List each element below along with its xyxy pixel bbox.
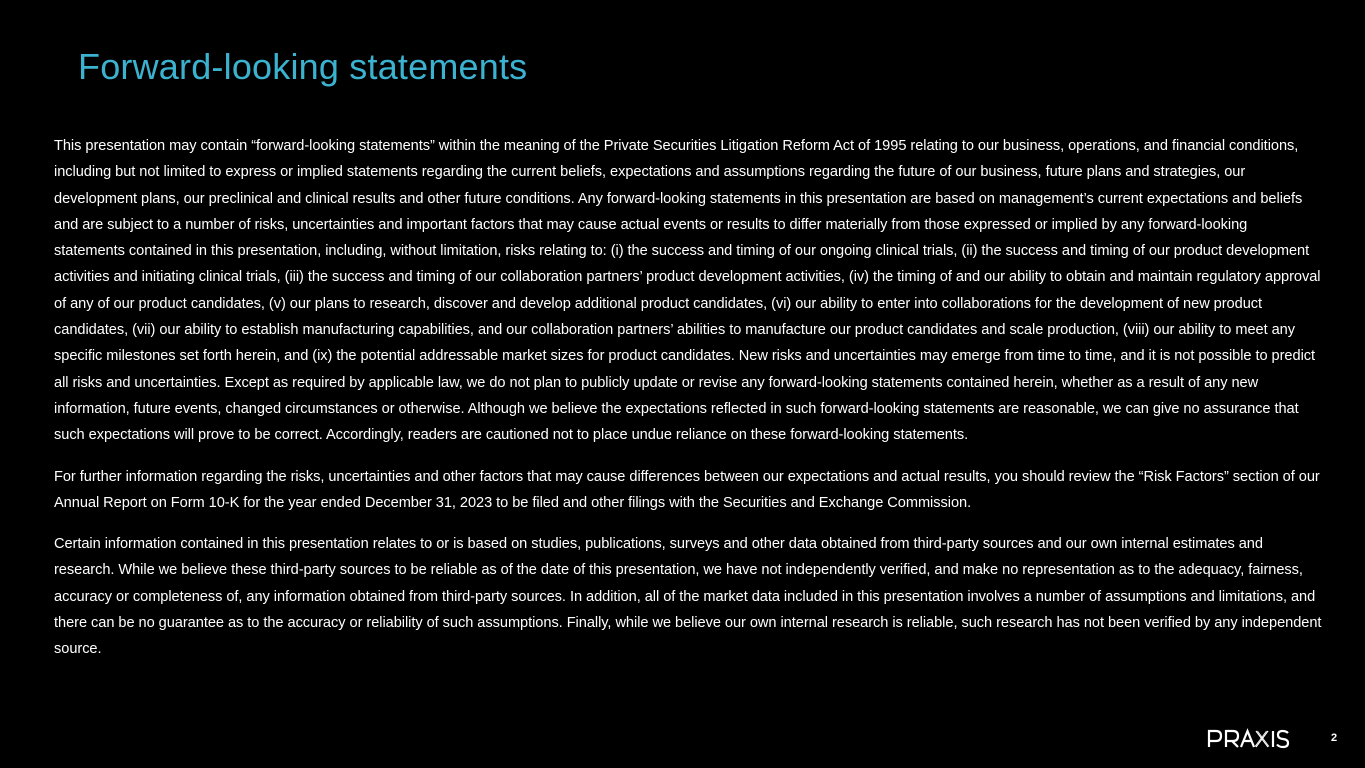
disclaimer-body — [54, 133, 1322, 678]
page-number: 2 — [1330, 732, 1338, 744]
praxis-x-icon — [1255, 731, 1269, 747]
page-title: Forward-looking statements — [78, 46, 528, 87]
disclaimer-paragraph: Certain information contained in this presentation relates to or is based on studies, publications, surveys and other data obtained from third-party sources and our own internal estimates and research. While we believe these third-party sources to be reliable as of the date of this presentation, we have not independently verified, and make no representation as to the adequacy, fairness, accuracy or completeness of, any information obtained from third-party sources. In addition, all of the market data included in this presentation involves a number of assumptions and limitations, and there can be no guarantee as to the accuracy or reliability of such assumptions. Finally, while we believe our own internal research is reliable, such research has not been verified by any independent source. — [54, 536, 1322, 658]
praxis-logo — [1207, 727, 1291, 751]
praxis-logo-mark — [1207, 727, 1291, 751]
disclaimer-paragraph: For further information regarding the risks, uncertainties and other factors that may cause differences between our expectations and actual results, you should review the “Risk Factors” section of our Annual Report on Form 10-K for the year ended December 31, 2023 to be filed and other filings with the Securities and Exchange Commission. — [54, 468, 1320, 511]
disclaimer-paragraph: This presentation may contain “forward-looking statements” within the meaning of the Private Securities Litigation Reform Act of 1995 relating to our business, operations, and financial conditions, including but not limited to express or implied statements regarding the current beliefs, expectations and assumptions regarding the future of our business, future plans and strategies, our development plans, our preclinical and clinical results and other future conditions. Any forward-looking statements in this presentation are based on management’s current expectations and beliefs and are subject to a number of risks, uncertainties and important factors that may cause actual events or results to differ materially from those expressed or implied by any forward-looking statements contained in this presentation, including, without limitation, risks relating to: (i) the success and timing of our ongoing clinical trials, (ii) the success and timing of our product development activities and initiating clinical trials, (iii) the success and timing of our collaboration partners’ product development activities, (iv) the timing of and our ability to obtain and maintain regulatory approval of any of our product candidates, (v) our plans to research, discover and develop additional product candidates, (vi) our ability to enter into collaborations for the development of new product candidates, (vii) our ability to establish manufacturing capabilities, and our collaboration partners’ abilities to manufacture our product candidates and scale production, (viii) our ability to meet any specific milestones set forth herein, and (ix) the potential addressable market sizes for product candidates. New risks and uncertainties may emerge from time to time, and it is not possible to predict all risks and uncertainties. Except as required by applicable law, we do not plan to publicly update or revise any forward-looking statements contained herein, whether as a result of any new information, future events, changed circumstances or otherwise. Although we believe the expectations reflected in such forward-looking statements are reasonable, we can give no assurance that such expectations will prove to be correct. Accordingly, readers are cautioned not to place undue reliance on these forward-looking statements. — [54, 138, 1321, 444]
